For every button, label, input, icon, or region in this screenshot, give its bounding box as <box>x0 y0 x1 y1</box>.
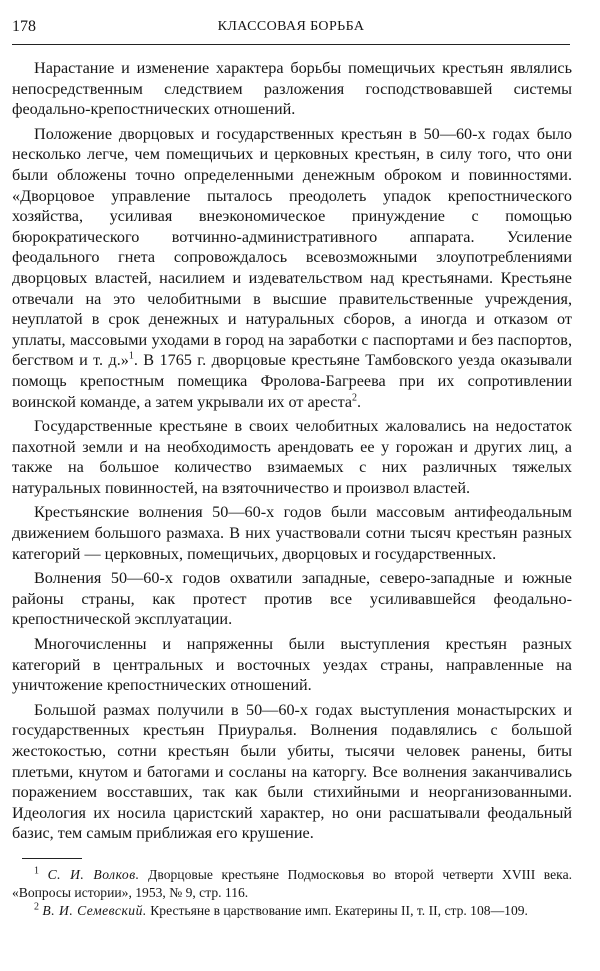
footnote-2-author: В. И. Семевский. <box>42 902 147 918</box>
footnote-1-marker: 1 <box>34 865 39 877</box>
paragraph-7: Большой размах получили в 50—60-х годах выступления монастырских и государственных крестьян Приуралья. Волнения подавлялись с большой жестокостью, сотни крестьян были убиты, тысячи человек ранены, биты плетьми, кнутом и батогами и сосланы на каторгу. Все волнения заканчивались поражением восставших, так как были стихийными и неорганизованными. Идеология их носила царистский характер, но они расшатывали феодальный базис, тем самым приближая его крушение. <box>12 700 572 843</box>
footnote-1-text: Дворцовые крестьяне Подмосковья во второй четверти XVIII века. «Вопросы истории», 1953, № 9, стр. 116. <box>12 867 573 900</box>
paragraph-2 <box>12 124 572 412</box>
paragraph-2-text-end: . <box>357 392 362 411</box>
page-number: 178 <box>12 18 36 35</box>
paragraph-5: Волнения 50—60-х годов охватили западные, северо-западные и южные районы страны, как протест против все усиливавшейся феодально-крепостнической эксплуатации. <box>12 569 572 629</box>
footnote-1 <box>12 866 572 902</box>
footnote-2 <box>12 902 572 920</box>
main-text <box>12 58 572 848</box>
footnote-1-author: С. И. Волков. <box>47 867 140 882</box>
footnote-ref-1: 1 <box>128 350 134 362</box>
paragraph-1: Нарастание и изменение характера борьбы помещичьих крестьян являлись непосредственным следствием разложения господствовавшей системы феодально-крепостнических отношений. <box>12 59 572 119</box>
paragraph-3: Государственные крестьяне в своих челобитных жаловались на недостаток пахотной земли и на необходимость арендовать ее у горожан и других лиц, а также на большое количество взимаемых с них различных тяжелых натуральных повинностей, на взяточничество и произвол властей. <box>12 417 572 497</box>
footnote-ref-2: 2 <box>352 392 358 404</box>
header-rule <box>12 44 570 45</box>
running-title: КЛАССОВАЯ БОРЬБА <box>217 19 365 34</box>
footnote-2-marker: 2 <box>34 901 39 913</box>
paragraph-6: Многочисленны и напряженны были выступления крестьян разных категорий в центральных и восточных уездах страны, направленные на уничтожение крепостнических отношений. <box>12 635 572 695</box>
paragraph-4: Крестьянские волнения 50—60-х годов были массовым антифеодальным движением большого размаха. В них участвовали сотни тысяч крестьян разных категорий — церковных, помещичьих, дворцовых и государственных. <box>12 503 572 563</box>
paragraph-2-text-continued: . В 1765 г. дворцовые крестьяне Тамбовского уезда оказывали помощь крепостным помещика Фролова-Багреева при их сопротивлении воинской команде, а затем укрывали их от ареста <box>12 351 572 411</box>
paragraph-2-text: Положение дворцовых и государственных крестьян в 50—60-х годах было несколько легче, чем помещичьих и церковных крестьян, в силу того, что они были обложены точно определенными денежным оброком и повинностями. «Дворцовое управление пыталось преодолеть упадок крепостнического хозяйства, усиливая внеэкономическое принуждение с помощью бюрократического вотчинно-административного аппарата. Усиление феодального гнета сопровождалось всевозможными злоупотреблениями дворцовых властей, насилием и издевательством над крестьянами. Крестьяне отвечали на это челобитными в высшие правительственные учреждения, неуплатой в срок денежных и натуральных сборов, а иногда и отказом от уплаты, массовыми уходами в город на заработки с паспортами и без паспортов, бегством и т. д.» <box>12 124 572 370</box>
footnotes <box>12 866 572 919</box>
footnote-rule <box>22 858 82 859</box>
page-header <box>12 10 570 40</box>
footnote-2-text: Крестьяне в царствование имп. Екатерины II, т. II, стр. 108—109. <box>150 902 528 918</box>
